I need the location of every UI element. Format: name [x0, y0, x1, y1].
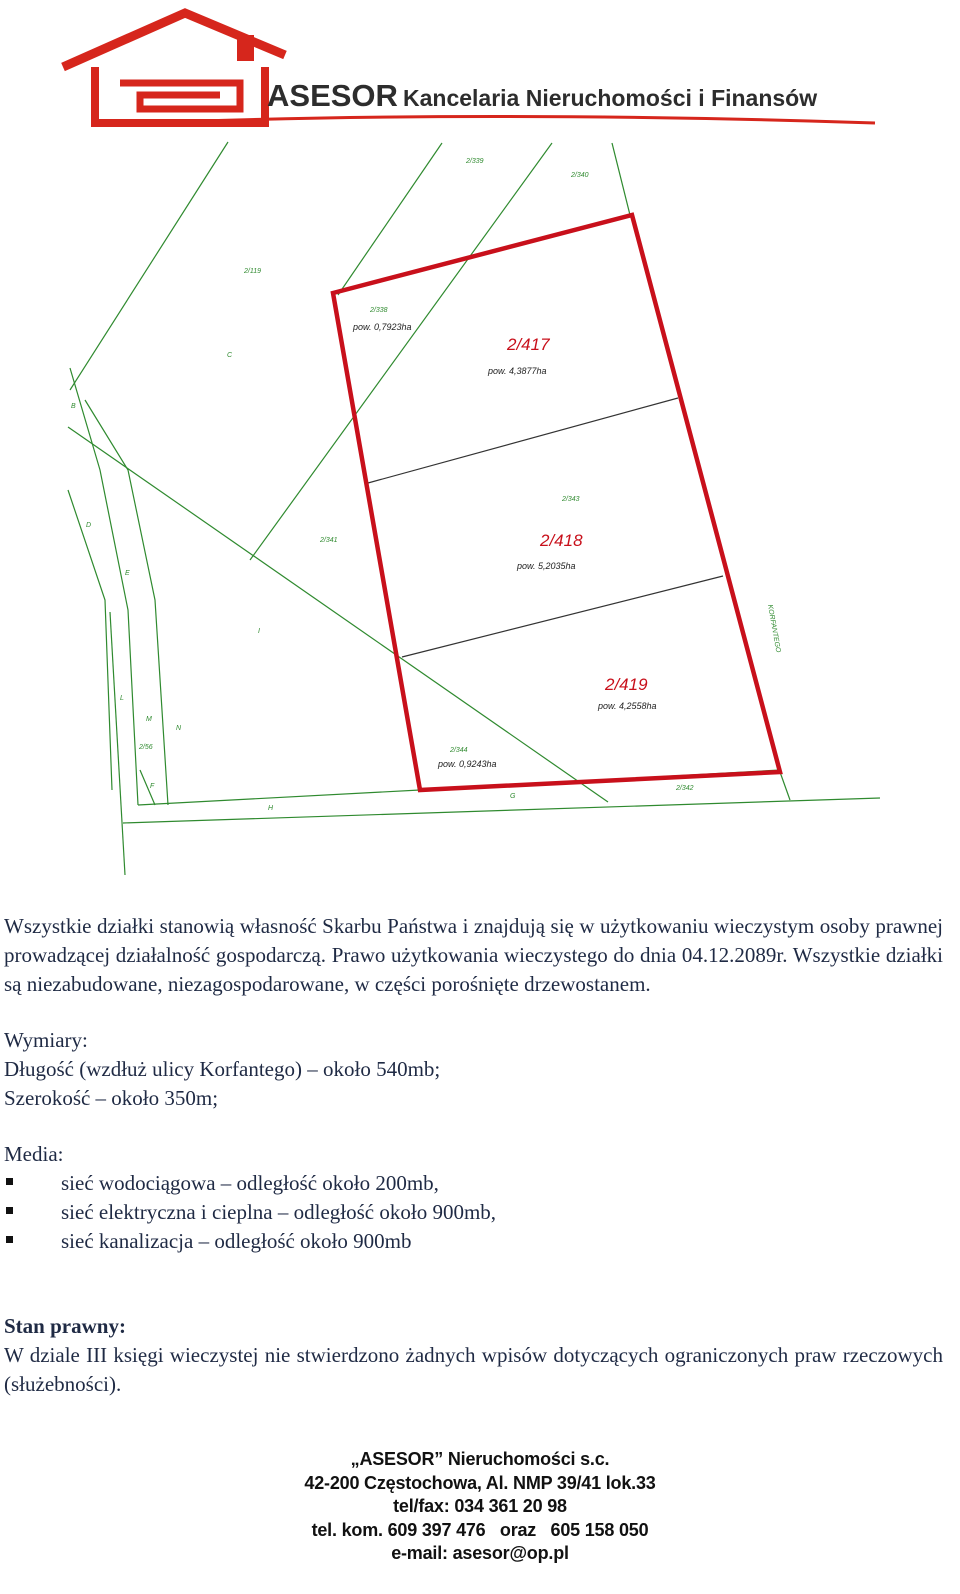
footer-telfax: tel/fax: 034 361 20 98	[393, 1496, 567, 1516]
map-label: N	[176, 725, 182, 732]
media-title: Media:	[4, 1142, 64, 1166]
map-label: pow. 0,7923ha	[353, 322, 412, 332]
map-label: 2/339	[466, 158, 484, 165]
parcel-area: pow. 5,2035ha	[517, 561, 576, 571]
media-list	[4, 1169, 943, 1256]
description-paragraph: Wszystkie działki stanowią własność Skarbu Państwa i znajdują się w użytkowaniu wieczystym osoby prawnej prowadzącej działalność gospodarczą. Prawo użytkowania wieczystego do dnia 04.12.2089r. Wszystkie działki są niezabudowane, niezagospodarowane, w części porośnięte drzewostanem.	[4, 914, 943, 996]
footer-address: 42-200 Częstochowa, Al. NMP 39/41 lok.33	[304, 1472, 656, 1493]
media-item-text: sieć kanalizacja – odległość około 900mb	[61, 1229, 412, 1253]
list-item	[4, 1198, 943, 1227]
map-label: B	[71, 403, 76, 410]
list-item	[4, 1227, 943, 1256]
map-label: G	[510, 793, 516, 800]
map-label: M	[146, 716, 152, 723]
list-item	[4, 1169, 943, 1198]
parcel-id: 2/418	[540, 531, 583, 550]
legal-title: Stan prawny:	[4, 1314, 126, 1338]
map-label: 2/338	[370, 307, 388, 314]
map-label: H	[268, 805, 274, 812]
document-body	[4, 912, 943, 1399]
parcel-id: 2/417	[507, 335, 550, 354]
map-label: D	[86, 522, 92, 529]
map-label: 2/56	[139, 744, 153, 751]
map-label: C	[227, 352, 233, 359]
dimension-width: Szerokość – około 350m;	[4, 1086, 219, 1110]
logo-brand: ASESOR	[267, 78, 398, 113]
map-label: pow. 0,9243ha	[438, 759, 497, 769]
media-item-text: sieć wodociągowa – odległość około 200mb,	[61, 1171, 439, 1195]
parcel-area: pow. 4,2558ha	[598, 701, 657, 711]
map-label: L	[120, 695, 124, 702]
map-label: I	[258, 628, 260, 635]
bullet-icon	[6, 1207, 13, 1214]
dimensions-title: Wymiary:	[4, 1028, 88, 1052]
map-label: 2/343	[562, 496, 580, 503]
bullet-icon	[6, 1178, 13, 1185]
footer-mobile: tel. kom. 609 397 476 oraz 605 158 050	[311, 1519, 649, 1540]
map-label: F	[150, 783, 155, 790]
map-label: E	[125, 570, 130, 577]
map-label: 2/344	[450, 747, 468, 754]
asesor-logo	[55, 5, 895, 135]
map-label: 2/340	[571, 172, 589, 179]
legal-paragraph: W dziale III księgi wieczystej nie stwierdzono żadnych wpisów dotyczących ograniczonych praw rzeczowych (służebności).	[4, 1343, 943, 1396]
parcel-map	[0, 140, 960, 900]
bullet-icon	[6, 1236, 13, 1243]
footer-company: „ASESOR” Nieruchomości s.c.	[350, 1449, 610, 1469]
map-label: 2/342	[676, 785, 694, 792]
media-item-text: sieć elektryczna i cieplna – odległość około 900mb,	[61, 1200, 497, 1224]
map-label: 2/341	[320, 537, 338, 544]
dimension-length: Długość (wzdłuż ulicy Korfantego) – około 540mb;	[4, 1057, 441, 1081]
parcel-area: pow. 4,3877ha	[488, 366, 547, 376]
parcel-id: 2/419	[605, 675, 648, 694]
footer-email: e-mail: asesor@op.pl	[391, 1543, 569, 1563]
map-label: 2/119	[244, 268, 261, 275]
footer	[0, 1448, 960, 1566]
map-label: KORFANTEGO	[766, 604, 782, 654]
logo-tagline: Kancelaria Nieruchomości i Finansów	[403, 85, 818, 111]
